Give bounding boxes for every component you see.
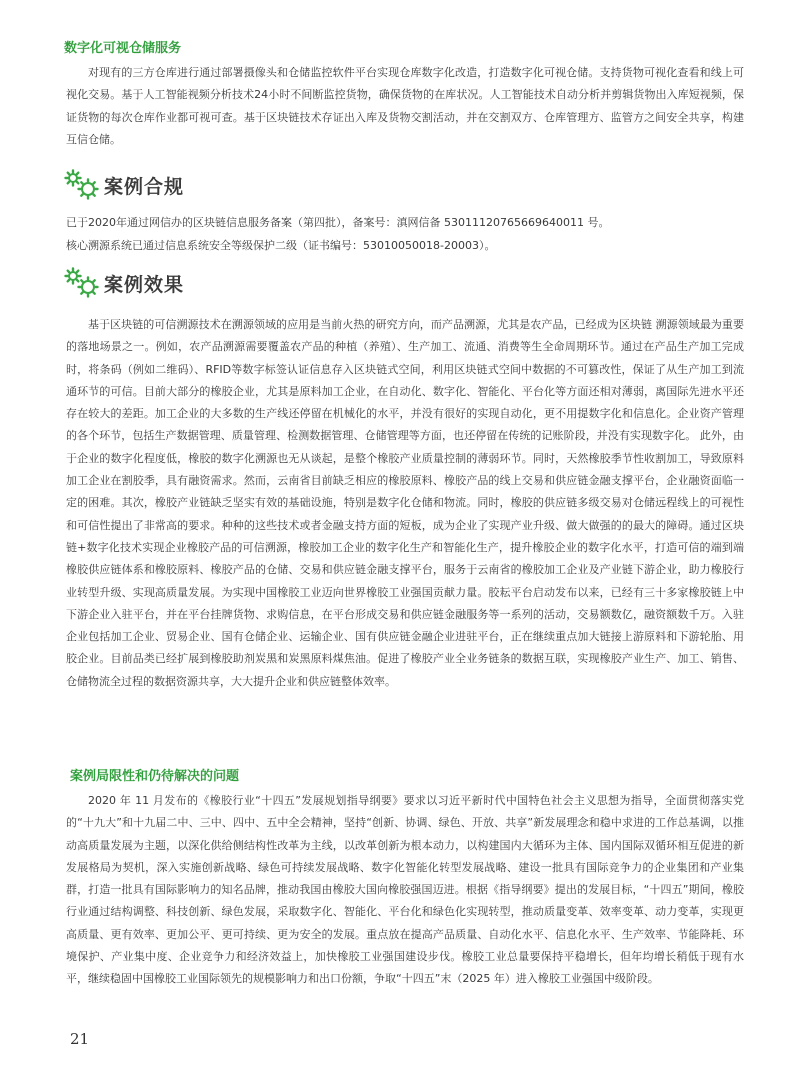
section-title-compliance: 案例合规 bbox=[104, 175, 185, 198]
page-number: 21 bbox=[70, 1030, 90, 1048]
section-header-effect bbox=[64, 266, 184, 300]
digital-warehouse-paragraph: 对现有的三方仓库进行通过部署摄像头和仓储监控软件平台实现仓库数字化改造，打造数字化可视仓储。支持货物可视化查看和线上可视化交易。基于人工智能视频分析技术24小时不间断监控货物，确保货物的在库状况。人工智能技术自动分析并剪辑货物出入库短视频，保证货物的每次仓库作业都可视可查。基于区块链技术存证出入库及货物交割活动，并在交割双方、仓库管理方、监管方之间安全共享，构建互信仓储。 bbox=[66, 66, 744, 146]
compliance-line-2: 核心溯源系统已通过信息系统安全等级保护二级（证书编号：53010050018-20003）。 bbox=[66, 239, 496, 252]
gears-icon bbox=[64, 169, 100, 201]
section-title-digital-warehouse: 数字化可视仓储服务 bbox=[64, 41, 182, 56]
section-title-effect: 案例效果 bbox=[104, 273, 185, 296]
section-title-limitations: 案例局限性和仍待解决的问题 bbox=[70, 769, 240, 784]
gears-icon bbox=[64, 267, 100, 299]
effect-paragraph: 基于区块链的可信溯源技术在溯源领域的应用是当前火热的研究方向，而产品溯源，尤其是农产品，已经成为区块链 溯源领域最为重要的落地场景之一。例如，农产品溯源需要覆盖农产品的种植（养殖）、生产加工、流通、消费等生全命周期环节。通过在产品生产加工完成时，将条码（例如二维码）、RFID等数字标签认证信息存入区块链式空间，利用区块链式空间中数据的不可篡改性，保证了从生产加工到流通环节的可信。目前大部分的橡胶企业，尤其是原料加工企业，在自动化、数字化、智能化、平台化等方面还相对薄弱，离国际先进水平还存在较大的差距。加工企业的大多数的生产线还停留在机械化的水平，并没有很好的实现自动化，更不用提数字化和信息化。企业资产管理的各个环节，包括生产数据管理、质量管理、检测数据管理、仓储管理等方面，也还停留在传统的记账阶段，并没有实现数字化。 此外，由于企业的数字化程度低，橡胶的数字化溯源也无从谈起，是整个橡胶产业质量控制的薄弱环节。同时，天然橡胶季节性收割加工，导致原料加工企业在割胶季，具有融资需求。然而，云南省目前缺乏相应的橡胶原料、橡胶产品的线上交易和供应链金融支撑平台，企业融资面临一定的困难。其次，橡胶产业链缺乏坚实有效的基础设施，特别是数字化仓储和物流。同时，橡胶的供应链多级交易对仓储远程线上的可视性和可信性提出了非常高的要求。种种的这些技术或者金融支持方面的短板，成为企业了实现产业升级、做大做强的的最大的障碍。通过区块链+数字化技术实现企业橡胶产品的可信溯源，橡胶加工企业的数字化生产和智能化生产，提升橡胶企业的数字化水平，打造可信的端到端橡胶供应链体系和橡胶原料、橡胶产品的仓储、交易和供应链金融支撑平台，服务于云南省的橡胶加工企业及产业链下游企业，助力橡胶行业转型升级、实现高质量发展。为实现中国橡胶工业迈向世界橡胶工业强国贡献力量。胶耘平台启动发布以来，已经有三十多家橡胶链上中下游企业入驻平台，并在平台挂牌货物、求购信息，在平台形成交易和供应链金融服务等一系列的活动，交易额数亿，融资额数千万。入驻企业包括加工企业、贸易企业、国有仓储企业、运输企业、国有供应链金融企业进驻平台，正在继续重点加大链接上游原料和下游轮胎、用胶企业。目前品类已经扩展到橡胶助剂炭黑和炭黑原料煤焦油。促进了橡胶产业全业务链条的数据互联，实现橡胶产业生产、加工、销售、仓储物流全过程的数据资源共享，大大提升企业和供应链整体效率。 bbox=[66, 318, 744, 688]
limitations-paragraph: 2020 年 11 月发布的《橡胶行业“十四五”发展规划指导纲要》要求以习近平新时代中国特色社会主义思想为指导，全面贯彻落实党的“十九大”和十九届二中、三中、四中、五中全会精神，坚持“创新、协调、绿色、开放、共享”新发展理念和稳中求进的工作总基调，以推动高质量发展为主题，以深化供给侧结构性改革为主线，以改革创新为根本动力，以构建国内大循环为主体、国内国际双循环相互促进的新发展格局为契机，深入实施创新战略、绿色可持续发展战略、数字化智能化转型发展战略、建设一批具有国际竞争力的企业集团和产业集群，打造一批具有国际影响力的知名品牌，推动我国由橡胶大国向橡胶强国迈进。根据《指导纲要》提出的发展目标，“十四五”期间，橡胶行业通过结构调整、科技创新、绿色发展，采取数字化、智能化、平台化和绿色化实现转型，推动质量变革、效率变革、动力变革，实现更高质量、更有效率、更加公平、更可持续、更为安全的发展。重点放在提高产品质量、自动化水平、信息化水平、生产效率、节能降耗、环境保护、产业集中度、企业竞争力和经济效益上，加快橡胶工业强国建设步伐。橡胶工业总量要保持平稳增长，但年均增长稍低于现有水平，继续稳固中国橡胶工业国际领先的规模影响力和出口份额，争取“十四五”末（2025 年）进入橡胶工业强国中级阶段。 bbox=[66, 794, 744, 986]
section-header-compliance bbox=[64, 168, 184, 202]
compliance-line-1: 已于2020年通过网信办的区块链信息服务备案（第四批），备案号：滇网信备 53011120765669640011 号。 bbox=[66, 216, 610, 229]
